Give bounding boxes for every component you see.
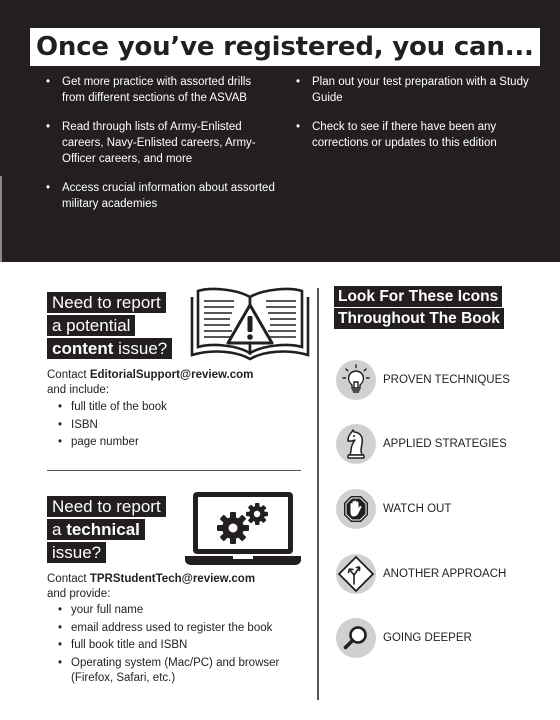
benefits-list-left [46, 74, 276, 225]
contact-suffix: and include: [47, 384, 110, 396]
content-issue-heading [47, 292, 172, 361]
legend-item-proven-techniques [336, 360, 546, 400]
legend-item-going-deeper [336, 618, 546, 658]
list-item: • page number [58, 435, 298, 450]
legend-label: PROVEN TECHNIQUES [383, 374, 510, 386]
benefits-title: Once you’ve registered, you can... [30, 28, 540, 66]
technical-issue-heading [47, 496, 166, 565]
contact-prefix: Contact [47, 573, 90, 585]
legend-label: GOING DEEPER [383, 632, 472, 644]
heading-line: issue? [47, 542, 106, 563]
list-item: • email address used to register the book [58, 621, 298, 636]
technical-issue-list [58, 603, 298, 688]
content-issue-list [58, 400, 298, 453]
list-item: • full book title and ISBN [58, 638, 298, 653]
editorial-email-link[interactable]: EditorialSupport@review.com [89, 369, 254, 381]
section-divider [47, 470, 301, 471]
list-item: • Operating system (Mac/PC) and browser (Firefox, Safari, etc.) [58, 656, 298, 686]
legend-item-another-approach [336, 554, 546, 594]
contact-prefix: Contact [47, 369, 90, 381]
panel-edge-line [0, 176, 2, 262]
contact-suffix: and provide: [47, 588, 111, 600]
legend-label: APPLIED STRATEGIES [383, 438, 507, 450]
content-contact-text [47, 368, 297, 398]
list-item: • full title of the book [58, 400, 298, 415]
heading-line: Need to report [47, 292, 166, 313]
column-divider [317, 288, 319, 700]
open-book-warning-icon [188, 285, 312, 361]
laptop-gears-icon [185, 490, 301, 566]
heading-line [47, 519, 145, 540]
title-line: Look For These Icons [334, 286, 502, 307]
benefit-item: • Plan out your test preparation with a Study Guide [296, 74, 536, 106]
chess-knight-icon [336, 424, 376, 464]
benefit-item: • Read through lists of Army-Enlisted careers, Navy-Enlisted careers, Army-Officer careers, and more [46, 119, 276, 167]
list-item: • your full name [58, 603, 298, 618]
technical-contact-text [47, 572, 297, 602]
title-line: Throughout The Book [334, 308, 504, 329]
lightbulb-icon [336, 360, 376, 400]
split-arrow-icon [336, 554, 376, 594]
heading-line [47, 338, 172, 359]
tech-email-link[interactable]: TPRStudentTech@review.com [89, 573, 256, 585]
stop-hand-icon [336, 489, 376, 529]
legend-item-applied-strategies [336, 424, 546, 464]
legend-label: WATCH OUT [383, 503, 452, 515]
benefit-item: • Get more practice with assorted drills from different sections of the ASVAB [46, 74, 276, 106]
benefits-list-right [296, 74, 536, 164]
magnifier-icon [336, 618, 376, 658]
list-item: • ISBN [58, 418, 298, 433]
heading-bold-word: content [52, 339, 114, 358]
heading-line: a potential [47, 315, 135, 336]
benefit-item: • Check to see if there have been any corrections or updates to this edition [296, 119, 536, 151]
benefit-item: • Access crucial information about assorted military academies [46, 180, 276, 212]
heading-rest: issue? [113, 339, 168, 358]
legend-item-watch-out [336, 489, 546, 529]
registration-benefits-panel [0, 0, 560, 262]
legend-label: ANOTHER APPROACH [383, 568, 507, 580]
heading-bold-word: technical [66, 520, 140, 539]
heading-prefix: a [52, 520, 67, 539]
icons-legend-title [334, 286, 534, 330]
heading-line: Need to report [47, 496, 166, 517]
